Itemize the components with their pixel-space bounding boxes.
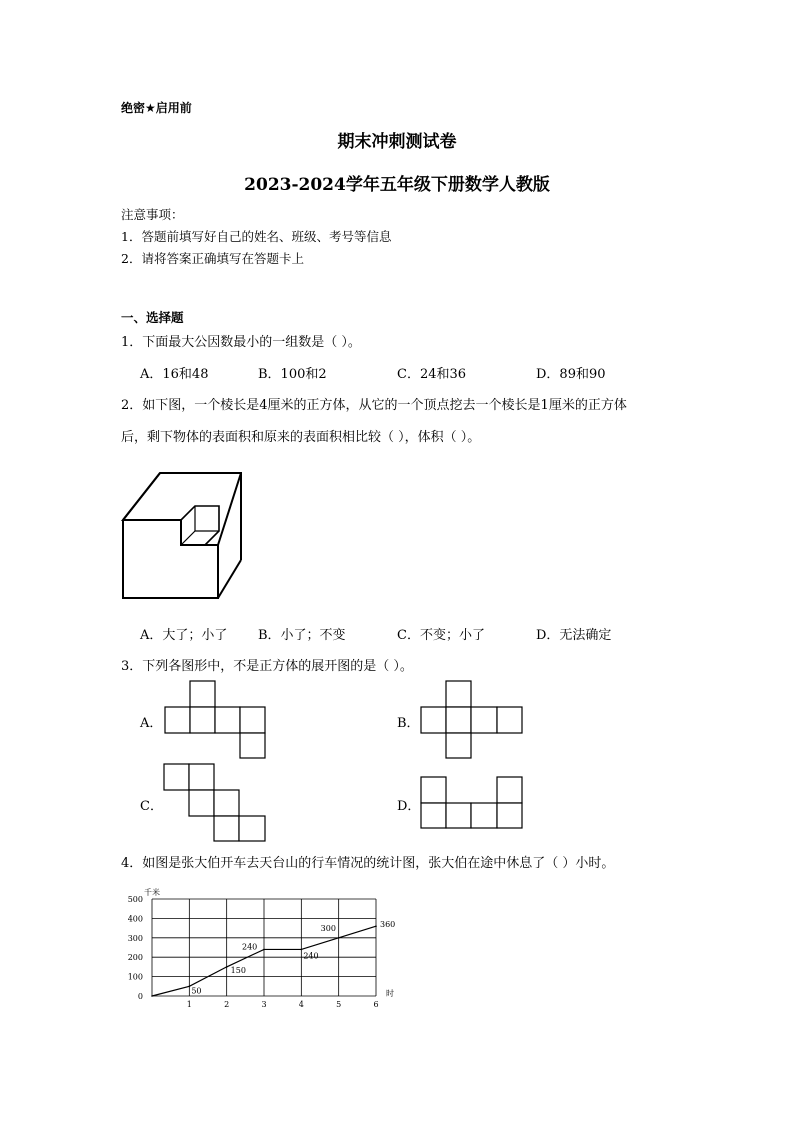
q3-option-c-label[interactable]: C． — [140, 799, 163, 814]
q1-option-a[interactable]: A．16和48 — [140, 367, 209, 382]
q3-option-d-label[interactable]: D． — [397, 799, 421, 814]
data-point — [263, 949, 265, 951]
q2-option-c[interactable]: C．不变；小了 — [397, 628, 485, 643]
question-4-stem: 4．如图是张大伯开车去天台山的行车情况的统计图，张大伯在途中休息了（ ）小时。 — [121, 856, 615, 871]
x-axis-label: 时 — [386, 989, 394, 998]
q3-option-b-label[interactable]: B． — [397, 716, 420, 731]
q1-option-d[interactable]: D．89和90 — [536, 367, 606, 382]
q1-option-b[interactable]: B．100和2 — [258, 367, 327, 382]
exam-subtitle: 2023-2024学年五年级下册数学人教版 — [244, 175, 550, 195]
notes-block — [121, 204, 391, 270]
notes-item: 1．答题前填写好自己的姓名、班级、考号等信息 — [121, 229, 392, 244]
data-point — [151, 995, 153, 997]
data-point — [338, 937, 340, 939]
x-tick-label: 1 — [186, 1000, 192, 1009]
question-1-stem: 1．下面最大公因数最小的一组数是（ ）。 — [121, 335, 361, 350]
data-label: 150 — [230, 965, 246, 975]
question-2-stem-line2: 后，剩下物体的表面积和原来的表面积相比较（ ），体积（ ）。 — [121, 430, 481, 445]
net-c[interactable] — [164, 764, 265, 841]
series-line — [152, 923, 376, 996]
data-label: 360 — [380, 920, 396, 930]
y-tick-label: 200 — [127, 953, 143, 963]
data-label: 300 — [320, 923, 336, 933]
notes-item: 2．请将答案正确填写在答题卡上 — [121, 251, 304, 266]
y-tick-label: 400 — [127, 914, 143, 924]
exam-title: 期末冲刺测试卷 — [337, 132, 457, 152]
data-point — [301, 949, 303, 951]
x-tick-label: 2 — [224, 1000, 230, 1009]
data-point — [226, 966, 228, 968]
x-tick-label: 3 — [261, 1000, 267, 1009]
data-point — [189, 986, 191, 988]
y-tick-label: 500 — [127, 895, 143, 904]
question-2-stem-line1: 2．如下图，一个棱长是4厘米的正方体，从它的一个顶点挖去一个棱长是1厘米的正方体 — [121, 398, 627, 413]
data-label: 240 — [303, 951, 319, 961]
notch-cube — [181, 506, 219, 545]
x-tick-label: 6 — [373, 1000, 379, 1009]
data-point — [375, 925, 377, 927]
y-tick-label: 0 — [137, 992, 143, 1001]
y-tick-label: 300 — [127, 933, 143, 943]
net-a[interactable] — [165, 681, 265, 758]
data-label: 240 — [242, 942, 258, 952]
q2-option-b[interactable]: B．小了；不变 — [258, 628, 346, 643]
notes-heading: 注意事项： — [121, 207, 184, 222]
q1-option-c[interactable]: C．24和36 — [397, 367, 467, 382]
q2-option-d[interactable]: D．无法确定 — [536, 628, 612, 643]
data-label: 50 — [191, 986, 202, 996]
secret-label: 绝密★启用前 — [121, 101, 192, 115]
x-tick-label: 5 — [336, 1000, 342, 1009]
q2-option-a[interactable]: A．大了；小了 — [140, 628, 228, 643]
x-tick-label: 4 — [298, 1000, 304, 1009]
section-title: 一、选择题 — [121, 310, 184, 325]
net-d[interactable] — [421, 777, 522, 828]
cube-front-face — [123, 520, 218, 598]
q3-option-a-label[interactable]: A． — [140, 716, 163, 731]
net-b[interactable] — [421, 681, 522, 758]
question-3-stem: 3．下列各图形中，不是正方体的展开图的是（ ）。 — [121, 659, 413, 674]
cube-top-face — [123, 473, 241, 560]
y-axis-label: 千米 — [144, 888, 160, 897]
y-tick-label: 100 — [127, 972, 143, 982]
